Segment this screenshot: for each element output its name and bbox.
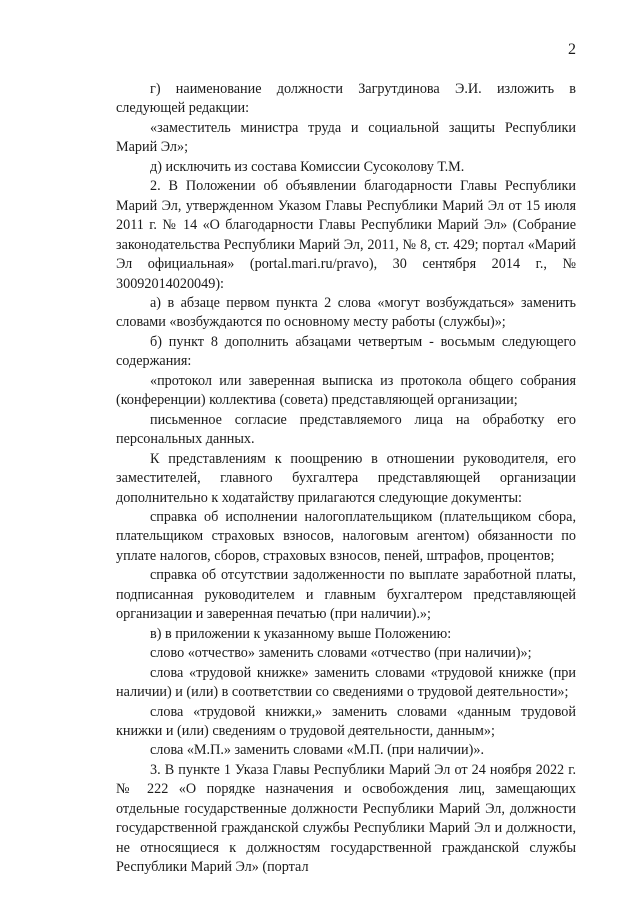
paragraph-item-d: д) исключить из состава Комиссии Сусоколову Т.М. — [150, 158, 465, 175]
paragraph-tax-certificate: справка об исполнении налогоплательщиком (плательщиком сбора, плательщиком страховых взносов, налоговым агентом) обязанности по уплате налогов, сборов, страховых взносов, пеней, штрафов, процентов; — [116, 508, 576, 564]
page-number: 2 — [568, 41, 576, 58]
paragraph-item-b: б) пункт 8 дополнить абзацами четвертым - восьмым следующего содержания: — [116, 333, 576, 370]
paragraph-head-documents: К представлениям к поощрению в отношении руководителя, его заместителей, главного бухгалтера представляющей организации дополнительно к ходатайству прилагаются следующие документы: — [116, 450, 576, 506]
paragraph-item-a: а) в абзаце первом пункта 2 слова «могут возбуждаться» заменить словами «возбуждаются по основному месту работы (службы)»; — [116, 294, 576, 331]
paragraph-patronymic: слово «отчество» заменить словами «отчество (при наличии)»; — [150, 645, 532, 662]
paragraph-labor-book-data: слова «трудовой книжки,» заменить словами «данным трудовой книжки и (или) сведениям о трудовой деятельности, данным»; — [116, 703, 576, 739]
paragraph-labor-book: слова «трудовой книжке» заменить словами «трудовой книжке (при наличии) и (или) в соответствии со сведениями о трудовой деятельности»; — [116, 664, 576, 701]
paragraph-seal: слова «М.П.» заменить словами «М.П. (при наличии)». — [150, 742, 485, 759]
paragraph-section-2: 2. В Положении об объявлении благодарности Главы Республики Марий Эл, утвержденном Указом Главы Республики Марий Эл от 15 июля 2011 г. № 14 «О благодарности Главы Республики Марий Эл» (Собрание законодательства Республики Марий Эл, 2011, № 8, ст. 429; портал «Марий Эл официальная» (portal.mari.ru/pravo), 30 сентября 2014 г., № 30092014020049): — [116, 178, 576, 292]
paragraph-section-3: 3. В пункте 1 Указа Главы Республики Марий Эл от 24 ноября 2022 г. № 222 «О порядке назначения и освобождения лиц, замещающих отдельные государственные должности Республики Марий Эл, должности государственной гражданской службы Республики Марий Эл и должности, не относящиеся к должностям государственной гражданской службы Республики Марий Эл» (портал — [116, 761, 576, 876]
paragraph-protocol: «протокол или заверенная выписка из протокола общего собрания (конференции) коллектива (совета) представляющей организации; — [116, 372, 576, 409]
paragraph-new-wording: «заместитель министра труда и социальной защиты Республики Марий Эл»; — [116, 119, 576, 156]
document-body — [116, 80, 576, 878]
paragraph-salary-certificate: справка об отсутствии задолженности по выплате заработной платы, подписанная руководителем и главным бухгалтером представляющей организации и заверенная печатью (при наличии).»; — [116, 567, 576, 623]
paragraph-consent: письменное согласие представляемого лица на обработку его персональных данных. — [116, 411, 576, 448]
paragraph-item-g: г) наименование должности Загрутдинова Э.И. изложить в следующей редакции: — [116, 81, 576, 117]
paragraph-item-v: в) в приложении к указанному выше Положению: — [150, 625, 452, 642]
